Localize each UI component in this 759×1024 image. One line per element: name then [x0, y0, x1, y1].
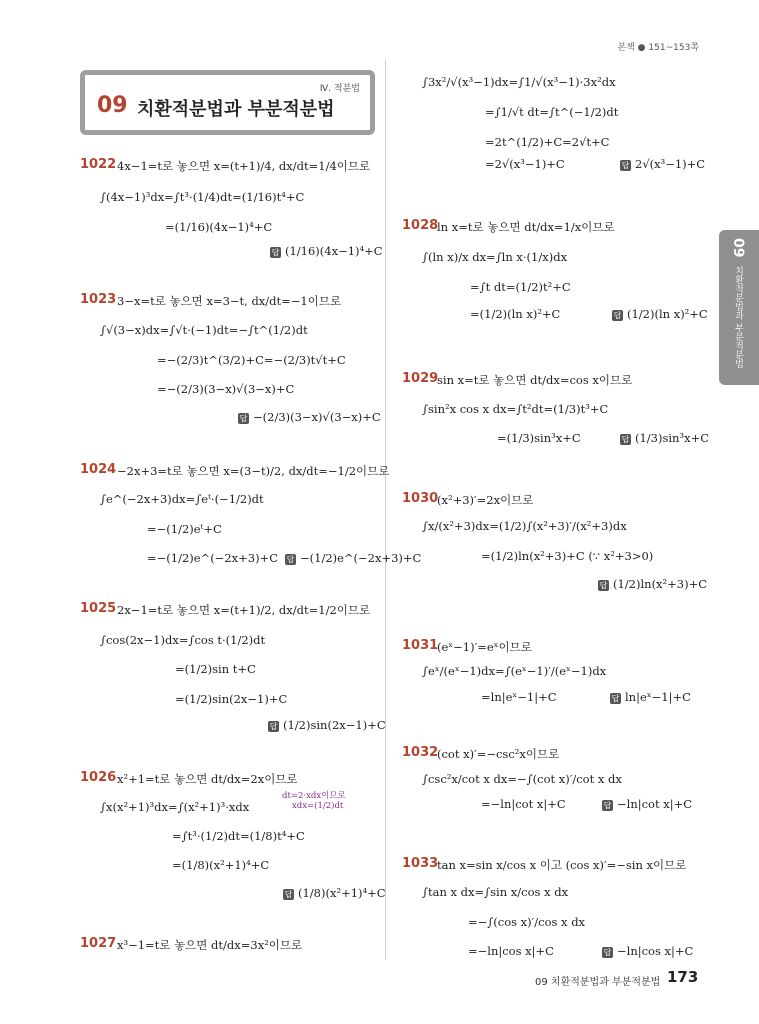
problem-line: =∫1/√t dt=∫t^(−1/2)dt	[485, 105, 619, 119]
problem-line: 2x−1=t로 놓으면 x=(t+1)/2, dx/dt=1/2이므로	[117, 603, 371, 617]
problem-line: (x²+3)′=2x이므로	[437, 493, 534, 507]
problem-line: x³−1=t로 놓으면 dt/dx=3x²이므로	[117, 938, 303, 952]
answer: 답 (1/2)sin(2x−1)+C	[269, 718, 386, 732]
problem-line: =−ln|cot x|+C	[481, 797, 566, 811]
answer-mark-icon: 답	[269, 721, 278, 731]
problem-line: ∫cos(2x−1)dx=∫cos t·(1/2)dt	[100, 633, 266, 647]
problem-line: =−(2/3)(3−x)√(3−x)+C	[157, 382, 295, 396]
footer-text: 09 치환적분법과 부분적분법	[535, 977, 661, 988]
chapter-label: Ⅳ. 적분법	[319, 84, 360, 94]
problem-line: =∫t³·(1/2)dt=(1/8)t⁴+C	[172, 829, 305, 843]
page-number: 173	[667, 968, 699, 986]
problem-number: 1028	[402, 218, 439, 233]
problem-line: 4x−1=t로 놓으면 x=(t+1)/4, dx/dt=1/4이므로	[117, 159, 371, 173]
problem-number: 1030	[402, 491, 439, 506]
margin-note: dt=2·xdx이므로	[282, 791, 346, 801]
problem-line: =∫t dt=(1/2)t²+C	[470, 280, 571, 294]
side-tab-text: 치환적분법과 부분적분법	[733, 266, 743, 368]
problem-line: ∫(4x−1)³dx=∫t³·(1/4)dt=(1/16)t⁴+C	[100, 190, 305, 204]
problem-line: −2x+3=t로 놓으면 x=(3−t)/2, dx/dt=−1/2이므로	[117, 464, 390, 478]
answer: 답 −ln|cot x|+C	[603, 797, 693, 811]
problem-number: 1023	[80, 292, 117, 307]
problem-line: ∫csc²x/cot x dx=−∫(cot x)′/cot x dx	[422, 772, 622, 786]
answer: 답 −(2/3)(3−x)√(3−x)+C	[239, 410, 381, 424]
chapter-header	[80, 70, 375, 135]
problem-number: 1033	[402, 856, 439, 871]
problem-line: =(1/8)(x²+1)⁴+C	[172, 858, 270, 872]
answer: 답 −(1/2)e^(−2x+3)+C	[286, 551, 422, 565]
problem-line: (eˣ−1)′=eˣ이므로	[437, 640, 532, 654]
problem-number: 1022	[80, 157, 117, 172]
problem-line: (cot x)′=−csc²x이므로	[437, 747, 560, 761]
problem-line: =(1/2)ln(x²+3)+C (∵ x²+3>0)	[481, 549, 654, 563]
answer-mark-icon: 답	[271, 247, 280, 257]
problem-number: 1031	[402, 638, 439, 653]
problem-line: =−∫(cos x)′/cos x dx	[468, 915, 586, 929]
chapter-title: 치환적분법과 부분적분법	[137, 99, 335, 120]
problem-line: =2√(x³−1)+C	[485, 157, 565, 171]
side-tab-number: 09	[730, 238, 746, 258]
answer-mark-icon: 답	[611, 693, 620, 703]
answer: 답 2√(x³−1)+C	[621, 157, 706, 171]
problem-number: 1027	[80, 936, 117, 951]
problem-line: x²+1=t로 놓으면 dt/dx=2x이므로	[117, 772, 298, 786]
problem-line: ∫3x²/√(x³−1)dx=∫1/√(x³−1)·3x²dx	[422, 75, 616, 89]
answer-mark-icon: 답	[284, 889, 293, 899]
problem-line: ∫x(x²+1)³dx=∫(x²+1)³·xdx	[100, 800, 250, 814]
problem-line: sin x=t로 놓으면 dt/dx=cos x이므로	[437, 373, 633, 387]
column-divider	[385, 60, 386, 960]
answer: 답 (1/8)(x²+1)⁴+C	[284, 886, 386, 900]
problem-line: =(1/2)sin t+C	[175, 662, 256, 676]
answer-mark-icon: 답	[603, 800, 612, 810]
problem-number: 1032	[402, 745, 439, 760]
problem-line: =−(1/2)eᵗ+C	[147, 522, 222, 536]
problem-line: ∫e^(−2x+3)dx=∫eᵗ·(−1/2)dt	[100, 492, 264, 506]
problem-line: =ln|eˣ−1|+C	[481, 690, 557, 704]
margin-note: xdx=(1/2)dt	[292, 801, 344, 811]
problem-line: =−(2/3)t^(3/2)+C=−(2/3)t√t+C	[157, 353, 346, 367]
problem-line: ∫tan x dx=∫sin x/cos x dx	[422, 885, 569, 899]
problem-line: =−ln|cos x|+C	[468, 944, 554, 958]
side-tab	[719, 230, 759, 385]
problem-line: ∫x/(x²+3)dx=(1/2)∫(x²+3)′/(x²+3)dx	[422, 519, 627, 533]
problem-line: =(1/2)(ln x)²+C	[470, 307, 561, 321]
answer-mark-icon: 답	[599, 580, 608, 590]
problem-line: tan x=sin x/cos x 이고 (cos x)′=−sin x이므로	[437, 858, 687, 872]
answer-mark-icon: 답	[621, 160, 630, 170]
answer: 답 ln|eˣ−1|+C	[611, 690, 691, 704]
answer-mark-icon: 답	[239, 413, 248, 423]
problem-line: ln x=t로 놓으면 dt/dx=1/x이므로	[437, 220, 615, 234]
problem-line: ∫√(3−x)dx=∫√t·(−1)dt=−∫t^(1/2)dt	[100, 323, 308, 337]
page-reference: 본책 ● 151~153쪽	[617, 43, 699, 53]
answer: 답 (1/2)(ln x)²+C	[613, 307, 708, 321]
problem-line: 3−x=t로 놓으면 x=3−t, dx/dt=−1이므로	[117, 294, 342, 308]
chapter-number: 09	[97, 93, 128, 118]
problem-line: =2t^(1/2)+C=2√t+C	[485, 135, 610, 149]
problem-line: ∫eˣ/(eˣ−1)dx=∫(eˣ−1)′/(eˣ−1)dx	[422, 664, 607, 678]
problem-line: =(1/16)(4x−1)⁴+C	[165, 220, 273, 234]
problem-line: ∫(ln x)/x dx=∫ln x·(1/x)dx	[422, 250, 568, 264]
answer: 답 (1/3)sin³x+C	[621, 431, 709, 445]
answer-mark-icon: 답	[286, 554, 295, 564]
answer-mark-icon: 답	[603, 947, 612, 957]
problem-line: =−(1/2)e^(−2x+3)+C	[147, 551, 278, 565]
problem-number: 1025	[80, 601, 117, 616]
problem-line: =(1/2)sin(2x−1)+C	[175, 692, 288, 706]
problem-number: 1029	[402, 371, 439, 386]
answer-mark-icon: 답	[613, 310, 622, 320]
answer: 답 (1/16)(4x−1)⁴+C	[271, 244, 383, 258]
answer: 답 (1/2)ln(x²+3)+C	[599, 577, 708, 591]
problem-number: 1026	[80, 770, 117, 785]
answer: 답 −ln|cos x|+C	[603, 944, 694, 958]
answer-mark-icon: 답	[621, 434, 630, 444]
problem-number: 1024	[80, 462, 117, 477]
problem-line: ∫sin²x cos x dx=∫t²dt=(1/3)t³+C	[422, 402, 609, 416]
problem-line: =(1/3)sin³x+C	[497, 431, 581, 445]
